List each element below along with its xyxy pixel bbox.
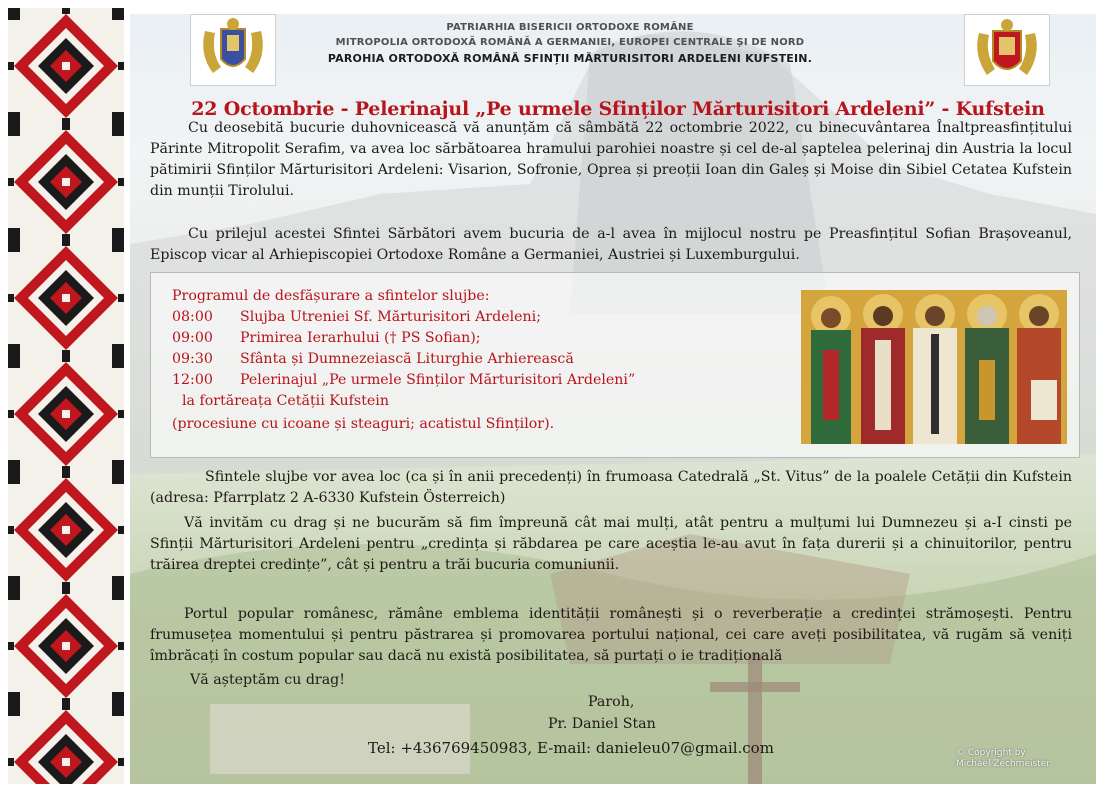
signature-role: Paroh, bbox=[588, 694, 635, 710]
saints-icon bbox=[801, 290, 1067, 444]
location-paragraph: Sfintele slujbe vor avea loc (ca și în anii precedenți) în frumoasa Catedrală „St. Vitus” de la poalele Cetății din Kufstein (adresa: Pfarrplatz 2 A-6330 Kufstein Österreich) bbox=[150, 469, 1072, 506]
embroidery-border bbox=[8, 8, 124, 784]
program-time: 08:00 bbox=[172, 309, 213, 325]
program-note: (procesiune cu icoane și steaguri; acatistul Sfinților). bbox=[172, 416, 555, 432]
program-text: Primirea Ierarhului († PS Sofian); bbox=[240, 330, 481, 346]
program-heading: Programul de desfășurare a sfintelor slujbe: bbox=[172, 288, 490, 304]
costume-paragraph: Portul popular românesc, rămâne emblema identității românești și o reverberație a credinței strămoșești. Pentru frumusețea momentului și pentru păstrarea și promovarea portului național, cei care aveți posibilitatea, vă rugăm să veniți îmbrăcați în costum popular sau dacă nu există posibilitatea, să purtați o ie tradițională bbox=[150, 606, 1072, 664]
program-item bbox=[172, 372, 635, 388]
signature-contact: Tel: +436769450983, E-mail: danieleu07@gmail.com bbox=[368, 739, 774, 757]
event-title: 22 Octombrie - Pelerinajul „Pe urmele Sfinților Mărturisitori Ardeleni” - Kufstein bbox=[191, 98, 1045, 120]
metropolis-crest-icon bbox=[964, 14, 1050, 86]
announcement-paragraph: Cu deosebită bucurie duhovnicească vă anunțăm că sâmbătă 22 octombrie 2022, cu binecuvântarea Înaltpreasfințitului Părinte Mitropolit Serafim, va avea loc sărbătoarea hramului parohiei noastre și cel de-al șaptelea pelerinaj din Austria la locul pătimirii Sfinților Mărturisitori Ardeleni: Visarion, Sofronie, Oprea și preoții Ioan din Galeș și Moise din Sibiel Cetatea Kufstein din munții Tirolului. bbox=[150, 120, 1072, 199]
bishop-paragraph: Cu prilejul acestei Sfintei Sărbători avem bucuria de a-l avea în mijlocul nostru pe Preasfințitul Sofian Brașoveanul, Episcop vicar al Arhiepiscopiei Ortodoxe Române a Germaniei, Austriei și Luxemburgului. bbox=[150, 226, 1072, 263]
program-item bbox=[172, 309, 541, 325]
invitation-paragraph: Vă invităm cu drag și ne bucurăm să fim împreună cât mai mulți, atât pentru a mulțumi lui Dumnezeu și a-I cinsti pe Sfinții Mărturisitori Ardeleni pentru „credința și răbdarea pe care aceștia le-au avut în fața durerii și a chinuitorilor, pentru trăirea dreptei credințe”, cât și pentru a trăi bucuria comuniunii. bbox=[150, 515, 1072, 573]
closing-invite: Vă așteptăm cu drag! bbox=[190, 672, 345, 688]
program-continuation: la fortăreața Cetății Kufstein bbox=[182, 393, 389, 409]
patriarchate-crest-icon bbox=[190, 14, 276, 86]
program-text: Pelerinajul „Pe urmele Sfinților Mărturisitori Ardeleni” bbox=[240, 372, 636, 388]
program-text: Sfânta și Dumnezeiască Liturghie Arhierească bbox=[240, 351, 574, 367]
program-time: 09:00 bbox=[172, 330, 213, 346]
program-time: 12:00 bbox=[172, 372, 213, 388]
header-parish: PAROHIA ORTODOXĂ ROMÂNĂ SFINȚII MĂRTURISITORI ARDELENI KUFSTEIN. bbox=[327, 52, 813, 65]
photo-copyright-watermark bbox=[956, 748, 1050, 770]
program-item bbox=[172, 351, 574, 367]
header-patriarchate: PATRIARHIA BISERICII ORTODOXE ROMÂNE bbox=[446, 22, 694, 33]
header-metropolis: MITROPOLIA ORTODOXĂ ROMÂNĂ A GERMANIEI, EUROPEI CENTRALE ȘI DE NORD bbox=[335, 37, 805, 48]
program-text: Slujba Utreniei Sf. Mărturisitori Ardeleni; bbox=[240, 309, 541, 325]
watermark-line: Michael Zechmeister bbox=[956, 759, 1050, 769]
program-item bbox=[172, 330, 481, 346]
signature-name: Pr. Daniel Stan bbox=[548, 716, 656, 732]
program-time: 09:30 bbox=[172, 351, 213, 367]
watermark-line: © Copyright by bbox=[956, 748, 1026, 758]
